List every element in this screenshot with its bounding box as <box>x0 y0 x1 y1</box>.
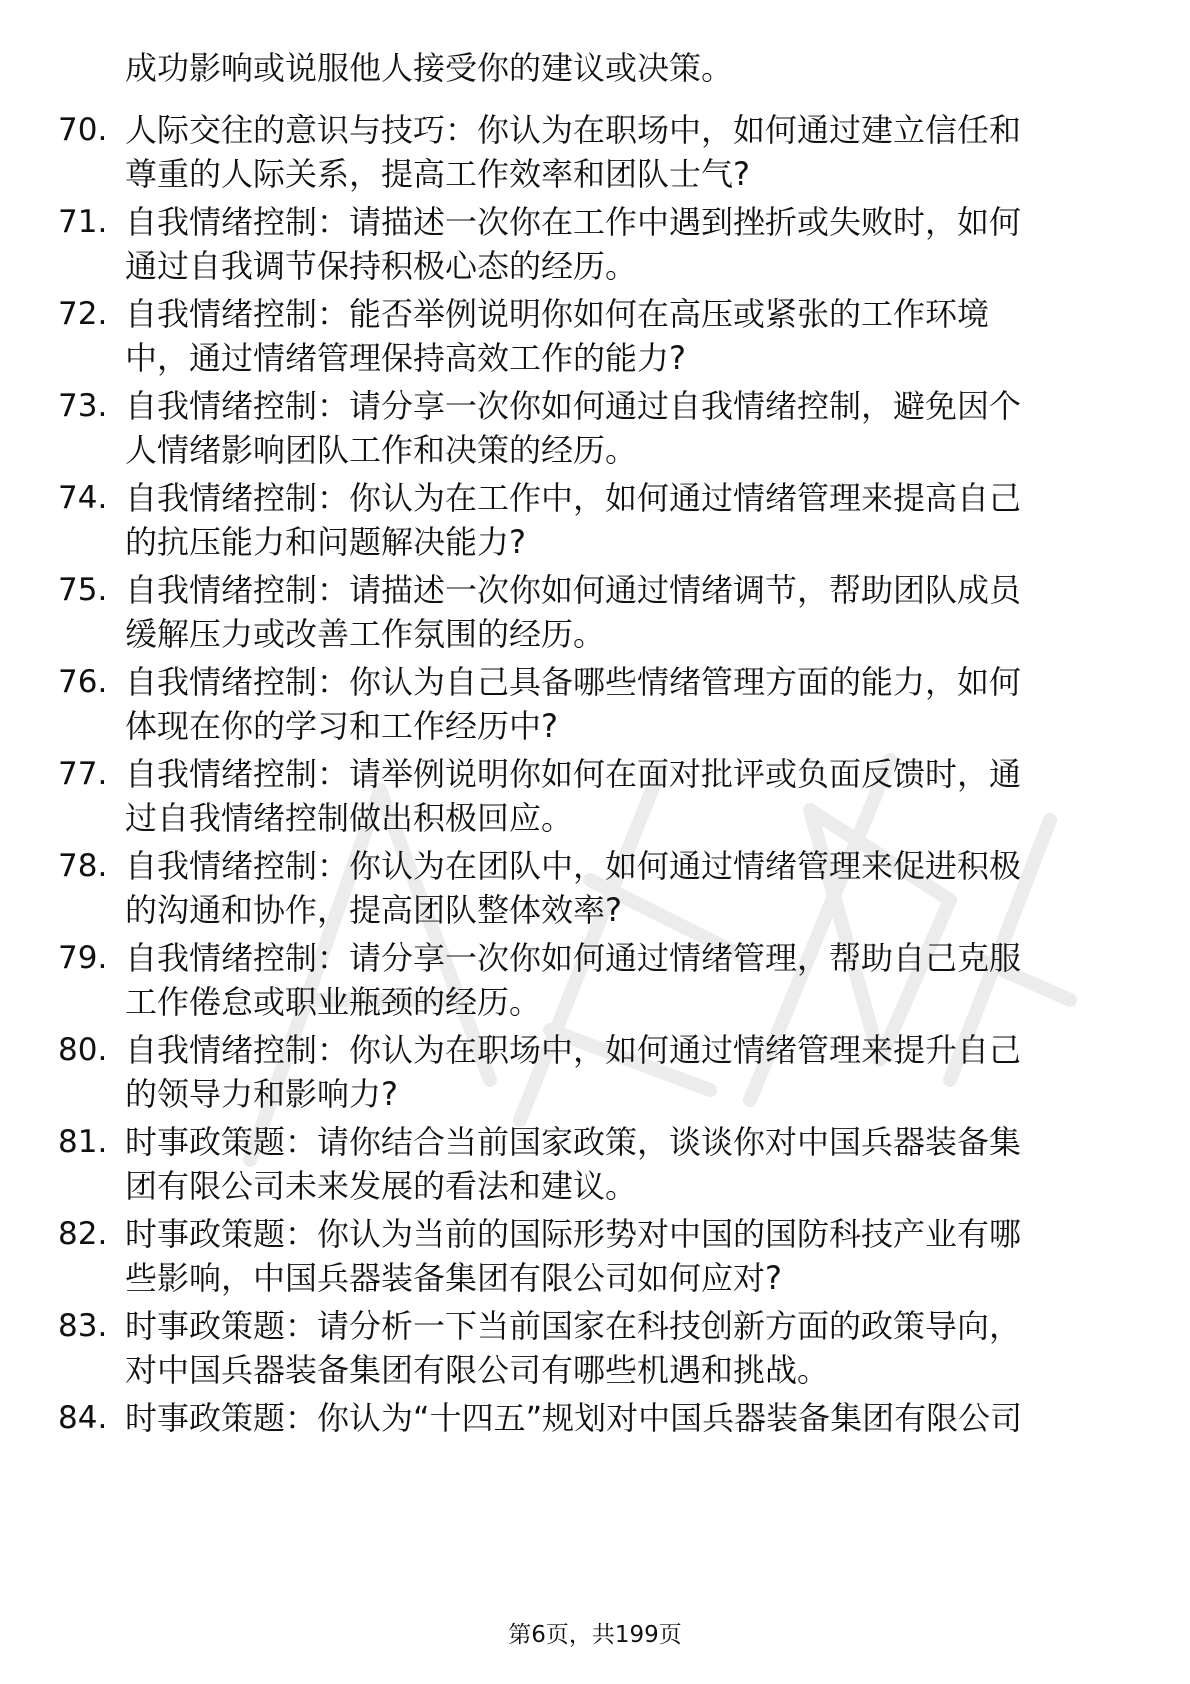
question-item <box>0 292 1190 384</box>
continuation-line: 成功影响或说服他人接受你的建议或决策。 <box>125 49 734 87</box>
question-text <box>125 1028 1125 1116</box>
question-item <box>0 1304 1190 1396</box>
question-text-line: 团有限公司未来发展的看法和建议。 <box>125 1167 638 1205</box>
question-item <box>0 660 1190 752</box>
question-text <box>125 1304 1125 1392</box>
question-text-line: 自我情绪控制：能否举例说明你如何在高压或紧张的工作环境 <box>125 295 990 333</box>
question-text-line: 对中国兵器装备集团有限公司有哪些机遇和挑战。 <box>125 1351 830 1389</box>
question-text <box>125 384 1125 472</box>
question-text-line: 自我情绪控制：你认为在团队中，如何通过情绪管理来促进积极 <box>125 847 1022 885</box>
question-item <box>0 1028 1190 1120</box>
question-item <box>0 384 1190 476</box>
question-text-line: 自我情绪控制：请描述一次你如何通过情绪调节，帮助团队成员 <box>125 571 1022 609</box>
question-number: 72. <box>58 296 108 332</box>
question-number: 70. <box>58 112 108 148</box>
question-text <box>125 660 1125 748</box>
question-text <box>125 476 1125 564</box>
question-text-line: 的抗压能力和问题解决能力? <box>125 523 526 561</box>
question-text <box>125 108 1125 196</box>
question-item <box>0 476 1190 568</box>
question-text-line: 些影响，中国兵器装备集团有限公司如何应对? <box>125 1259 782 1297</box>
question-text-line: 缓解压力或改善工作氛围的经历。 <box>125 615 606 653</box>
question-number: 79. <box>58 940 108 976</box>
question-text <box>125 200 1125 288</box>
question-text-line: 过自我情绪控制做出积极回应。 <box>125 799 574 837</box>
question-text-line: 体现在你的学习和工作经历中? <box>125 707 558 745</box>
question-item <box>0 844 1190 936</box>
question-text-line: 人际交往的意识与技巧：你认为在职场中，如何通过建立信任和 <box>125 111 1022 149</box>
question-text-line: 时事政策题：你认为“十四五”规划对中国兵器装备集团有限公司 <box>125 1399 1023 1437</box>
question-text <box>125 844 1125 932</box>
question-text-line: 自我情绪控制：请举例说明你如何在面对批评或负面反馈时，通 <box>125 755 1022 793</box>
question-text <box>125 936 1125 1024</box>
question-item <box>0 108 1190 200</box>
question-number: 78. <box>58 848 108 884</box>
question-text-line: 时事政策题：请分析一下当前国家在科技创新方面的政策导向， <box>125 1307 1022 1345</box>
question-text-line: 自我情绪控制：请分享一次你如何通过情绪管理，帮助自己克服 <box>125 939 1022 977</box>
question-text-line: 时事政策题：请你结合当前国家政策，谈谈你对中国兵器装备集 <box>125 1123 1022 1161</box>
question-text-line: 通过自我调节保持积极心态的经历。 <box>125 247 638 285</box>
question-text <box>125 1120 1125 1208</box>
question-number: 74. <box>58 480 108 516</box>
question-text-line: 自我情绪控制：你认为自己具备哪些情绪管理方面的能力，如何 <box>125 663 1022 701</box>
question-item <box>0 936 1190 1028</box>
question-text <box>125 568 1125 656</box>
question-text-line: 尊重的人际关系，提高工作效率和团队士气? <box>125 155 750 193</box>
question-item <box>0 568 1190 660</box>
question-number: 71. <box>58 204 108 240</box>
question-number: 76. <box>58 664 108 700</box>
page-number-footer: 第6页，共199页 <box>508 1622 682 1648</box>
question-text-line: 自我情绪控制：你认为在工作中，如何通过情绪管理来提高自己 <box>125 479 1022 517</box>
question-text-line: 的领导力和影响力? <box>125 1075 398 1113</box>
question-number: 83. <box>58 1308 108 1344</box>
question-text <box>125 1396 1125 1440</box>
question-text-line: 时事政策题：你认为当前的国际形势对中国的国防科技产业有哪 <box>125 1215 1022 1253</box>
question-item <box>0 1120 1190 1212</box>
question-number: 77. <box>58 756 108 792</box>
question-number: 82. <box>58 1216 108 1252</box>
question-text-line: 人情绪影响团队工作和决策的经历。 <box>125 431 638 469</box>
question-item <box>0 1396 1190 1488</box>
question-item <box>0 1212 1190 1304</box>
question-text-line: 中，通过情绪管理保持高效工作的能力? <box>125 339 686 377</box>
question-text <box>125 1212 1125 1300</box>
question-item <box>0 752 1190 844</box>
question-text <box>125 292 1125 380</box>
question-text-line: 自我情绪控制：请描述一次你在工作中遇到挫折或失败时，如何 <box>125 203 1022 241</box>
question-item <box>0 200 1190 292</box>
question-text-line: 的沟通和协作，提高团队整体效率? <box>125 891 622 929</box>
question-number: 73. <box>58 388 108 424</box>
question-number: 81. <box>58 1124 108 1160</box>
question-text-line: 工作倦怠或职业瓶颈的经历。 <box>125 983 542 1021</box>
question-number: 75. <box>58 572 108 608</box>
question-text-line: 自我情绪控制：请分享一次你如何通过自我情绪控制，避免因个 <box>125 387 1022 425</box>
question-text-line: 自我情绪控制：你认为在职场中，如何通过情绪管理来提升自己 <box>125 1031 1022 1069</box>
question-number: 80. <box>58 1032 108 1068</box>
question-text <box>125 752 1125 840</box>
question-number: 84. <box>58 1400 108 1436</box>
